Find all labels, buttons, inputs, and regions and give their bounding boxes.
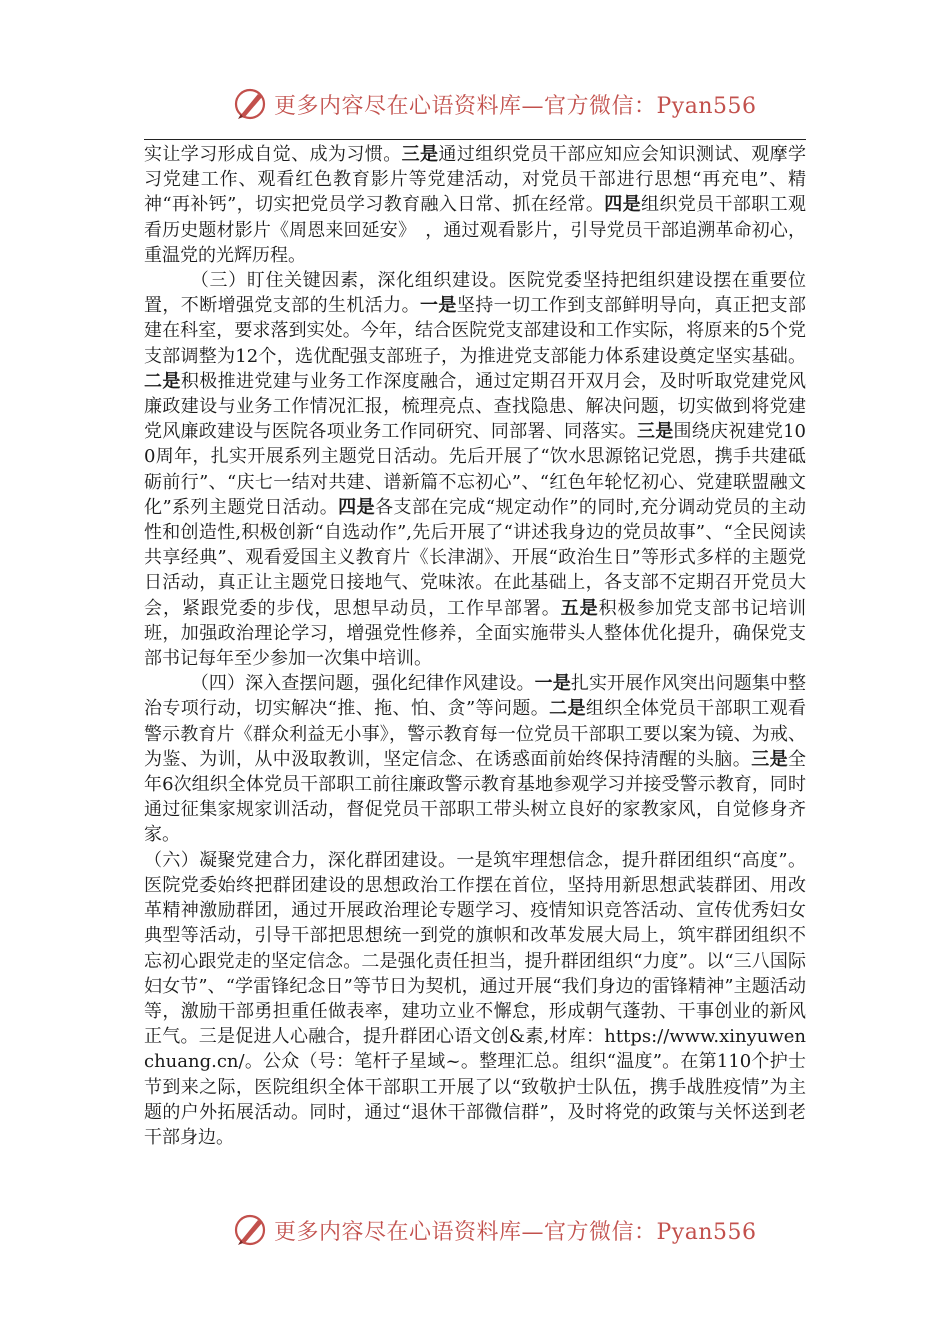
header-banner <box>232 84 757 124</box>
footer-banner <box>232 1210 757 1250</box>
paragraph-discipline: （四）深入查摆问题，强化纪律作风建设。一是扎实开展作风突出问题集中整治专项行动，切实解决“推、拖、怕、贪”等问题。二是组织全体党员干部职工观看警示教育片《群众利益无小事》，警示教育每一位党员干部职工要以案为镜、为戒、为鉴、为训，从中汲取教训，坚定信念、在诱惑面前始终保持清醒的头脑。三是全年6次组织全体党员干部职工前往廉政警示教育基地参观学习并接受警示教育，同时通过征集家规家训活动，督促党员干部职工带头树立良好的家教家风，自觉修身齐家。 <box>144 673 807 846</box>
pen-logo-icon <box>232 1212 268 1248</box>
header-divider <box>144 139 806 140</box>
paragraph-1: 实让学习形成自觉、成为习惯。三是通过组织党员干部应知应会知识测试、观摩学习党建工作、观看红色教育影片等党建活动，对党员干部进行思想“再充电”、精神“再补钙”，切实把党员学习教育融入日常、抓在经常。四是组织党员干部职工观看历史题材影片《周恩来回延安》 ，通过观看影片，引导党员干部追溯革命初心，重温党的光辉历程。 <box>144 144 807 266</box>
paragraph-organization: （三）盯住关键因素，深化组织建设。医院党委坚持把组织建设摆在重要位置，不断增强党支部的生机活力。一是坚持一切工作到支部鲜明导向，真正把支部建在科室，要求落到实处。今年，结合医院党支部建设和工作实际，将原来的5个党支部调整为12个，选优配强支部班子，为推进党支部能力体系建设奠定坚实基础。二是积极推进党建与业务工作深度融合，通过定期召开双月会，及时听取党建党风廉政建设与业务工作情况汇报，梳理亮点、查找隐患、解决问题，切实做到将党建党风廉政建设与医院各项业务工作同研究、同部署、同落实。三是围绕庆祝建党100周年，扎实开展系列主题党日活动。先后开展了“饮水思源铭记党恩，携手共建砥砺前行”、“庆七一结对共建、谱新篇不忘初心”、“红色年轮忆初心、党建联盟融文化”系列主题党日活动。四是各支部在完成“规定动作”的同时,充分调动党员的主动性和创造性,积极创新“自选动作”,先后开展了“讲述我身边的党员故事”、“全民阅读 共享经典”、观看爱国主义教育片《长津湖》、开展“政治生日”等形式多样的主题党日活动，真正让主题党日接地气、党味浓。在此基础上，各支部不定期召开党员大会，紧跟党委的步伐，思想早动员，工作早部署。五是积极参加党支部书记培训班，加强政治理论学习，增强党性修养，全面实施带头人整体优化提升，确保党支部书记每年至少参加一次集中培训。 <box>144 270 807 670</box>
footer-banner-text: 更多内容尽在心语资料库—官方微信：Pyan556 <box>274 1219 757 1245</box>
header-banner-text: 更多内容尽在心语资料库—官方微信：Pyan556 <box>274 93 757 119</box>
document-body <box>144 142 806 1150</box>
paragraph-mass-organizations: （六）凝聚党建合力，深化群团建设。一是筑牢理想信念，提升群团组织“高度”。医院党委始终把群团建设的思想政治工作摆在首位，坚持用新思想武装群团、用改革精神激励群团，通过开展政治理论专题学习、疫情知识竞答活动、宣传优秀妇女典型等活动，引导干部把思想统一到党的旗帜和改革发展大局上，筑牢群团组织不忘初心跟党走的坚定信念。二是强化责任担当，提升群团组织“力度”。以“三八国际妇女节”、“学雷锋纪念日”等节日为契机，通过开展“我们身边的雷锋精神”主题活动等，激励干部勇担重任做表率，建功立业不懈怠，形成朝气蓬勃、干事创业的新风正气。三是促进人心融合，提升群团心语文创&素,材库：https://www.xinyuwenchuang.cn/。公众（号：笔杆子星域~。整理汇总。组织“温度”。在第110个护士节到来之际，医院组织全体干部职工开展了以“致敬护士队伍，携手战胜疫情”为主题的户外拓展活动。同时，通过“退休干部微信群”，及时将党的政策与关怀送到老干部身边。 <box>144 849 806 1148</box>
pen-logo-icon <box>232 86 268 122</box>
